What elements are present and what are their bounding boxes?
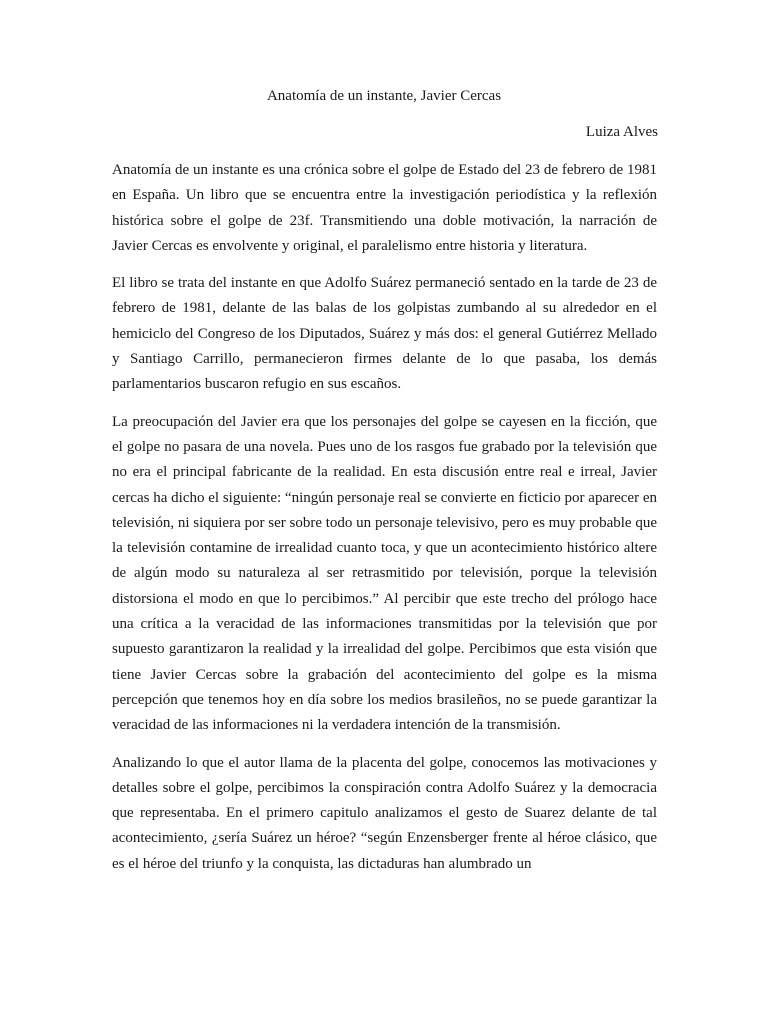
paragraph-3: La preocupación del Javier era que los personajes del golpe se cayesen en la ficción, que el golpe no pasara de una novela. Pues uno de los rasgos fue grabado por la televisión que no era el principal fabricante de la realidad. En esta discusión entre real e irreal, Javier cercas ha dicho el siguiente: “ningún personaje real se convierte en ficticio por aparecer en televisión, ni siquiera por ser sobre todo un personaje televisivo, pero es muy probable que la televisión contamine de irrealidad cuanto toca, y que un acontecimiento histórico altere de algún modo su naturaleza al ser retrasmitido por televisión, porque la televisión distorsiona el modo en que lo percibimos.” Al percibir que este trecho del prólogo hace una crítica a la veracidad de las informaciones transmitidas por la televisión que por supuesto garantizaron la realidad y la irrealidad del golpe. Percibimos que esta visión que tiene Javier Cercas sobre la grabación del acontecimiento del golpe es la misma percepción que tenemos hoy en día sobre los medios brasileños, no se puede garantizar la veracidad de las informaciones ni la verdadera intención de la transmisión. [112,413,657,734]
paragraph-2: El libro se trata del instante en que Adolfo Suárez permaneció sentado en la tarde de 23 de febrero de 1981, delante de las balas de los golpistas zumbando al su alrededor en el hemiciclo del Congreso de los Diputados, Suárez y más dos: el general Gutiérrez Mellado y Santiago Carrillo, permanecieron firmes delante de lo que pasaba, los demás parlamentarios buscaron refugio en sus escaños. [112,275,657,393]
paragraph-4: Analizando lo que el autor llama de la placenta del golpe, conocemos las motivaciones y detalles sobre el golpe, percibimos la conspiración contra Adolfo Suárez y la democracia que representaba. En el primero capitulo analizamos el gesto de Suarez delante de tal acontecimiento, ¿sería Suárez un héroe? “según Enzensberger frente al héroe clásico, que es el héroe del triunfo y la conquista, las dictaduras han alumbrado un [112,754,657,872]
document-title: Anatomía de un instante, Javier Cercas [266,88,502,104]
document-body [112,158,657,889]
paragraph-1: Anatomía de un instante es una crónica sobre el golpe de Estado del 23 de febrero de 1981 en España. Un libro que se encuentra entre la investigación periodística y la reflexión histórica sobre el golpe de 23f. Transmitiendo una doble motivación, la narración de Javier Cercas es envolvente y original, el paralelismo entre historia y literatura. [112,162,657,254]
document-author: Luiza Alves [585,124,658,140]
